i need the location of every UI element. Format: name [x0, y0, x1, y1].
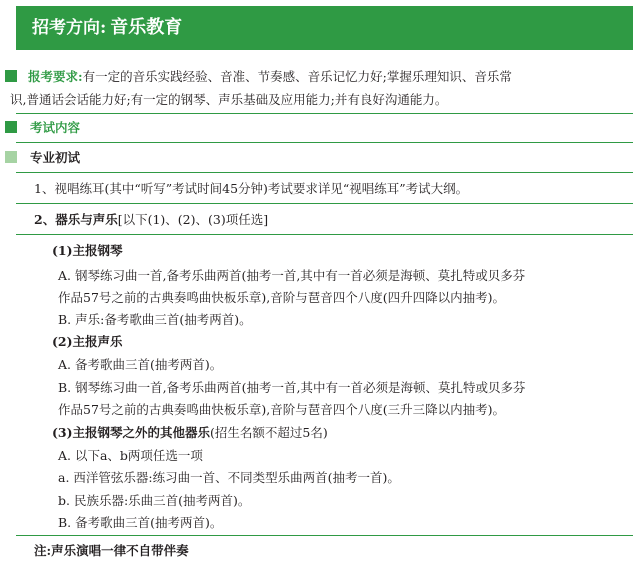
requirements-block — [10, 65, 628, 111]
piano-b: B. 声乐:备考歌曲三首(抽考两首)。 — [58, 312, 252, 327]
other-b-sub: b. 民族乐器:乐曲三首(抽考两首)。 — [58, 493, 251, 508]
item2-rest: [以下(1)、(2)、(3)项任选] — [117, 212, 269, 227]
requirements-line2: 识,普通话会话能力好;有一定的钢琴、声乐基础及应用能力;并有良好沟通能力。 — [10, 92, 448, 107]
other-a-sub: a. 西洋管弦乐器:练习曲一首、不同类型乐曲两首(抽考一首)。 — [58, 470, 400, 485]
vocal-b-line1: B. 钢琴练习曲一首,备考乐曲两首(抽考一首,其中有一首必须是海顿、莫扎特或贝多芬 — [58, 380, 526, 395]
requirements-heading: 报考要求: — [28, 69, 83, 84]
footnote: 注:声乐演唱一律不自带伴奏 — [34, 543, 189, 558]
divider — [16, 234, 633, 235]
other-title: (3)主报钢琴之外的其他器乐 — [52, 425, 211, 440]
other-heading — [52, 423, 328, 441]
other-note: (招生名额不超过5名) — [210, 425, 328, 440]
vocal-b-line2: 作品57号之前的古典奏鸣曲快板乐章),音阶与琶音四个八度(三升三降以内抽考)。 — [58, 402, 506, 417]
divider — [16, 142, 633, 143]
item2-bold: 2、器乐与声乐 — [34, 212, 118, 227]
piano-a-line2: 作品57号之前的古典奏鸣曲快板乐章),音阶与琶音四个八度(四升四降以内抽考)。 — [58, 290, 506, 305]
piano-a-line1: A. 钢琴练习曲一首,备考乐曲两首(抽考一首,其中有一首必须是海顿、莫扎特或贝多芬 — [58, 268, 526, 283]
requirements-line1: 有一定的音乐实践经验、音准、节奏感、音乐记忆力好;掌握乐理知识、音乐常 — [82, 69, 512, 84]
item1-text: 1、视唱练耳(其中“听写”考试时间45分钟)考试要求详见“视唱练耳”考试大纲。 — [34, 181, 469, 196]
section-marker — [5, 151, 17, 163]
page-header — [16, 6, 633, 50]
section-marker — [5, 121, 17, 133]
item2-text — [34, 210, 268, 228]
divider — [16, 203, 633, 204]
piano-title: (1)主报钢琴 — [52, 243, 123, 258]
section-marker — [5, 70, 17, 82]
other-b: B. 备考歌曲三首(抽考两首)。 — [58, 515, 223, 530]
divider — [16, 113, 633, 114]
vocal-title: (2)主报声乐 — [52, 334, 123, 349]
vocal-a: A. 备考歌曲三首(抽考两首)。 — [58, 357, 223, 372]
exam-content-heading: 考试内容 — [30, 120, 81, 135]
other-a: A. 以下a、b两项任选一项 — [58, 448, 203, 463]
divider — [16, 172, 633, 173]
header-label: 招考方向: — [32, 18, 107, 38]
divider — [16, 535, 633, 536]
header-value: 音乐教育 — [110, 17, 183, 38]
prelim-heading: 专业初试 — [30, 150, 81, 165]
